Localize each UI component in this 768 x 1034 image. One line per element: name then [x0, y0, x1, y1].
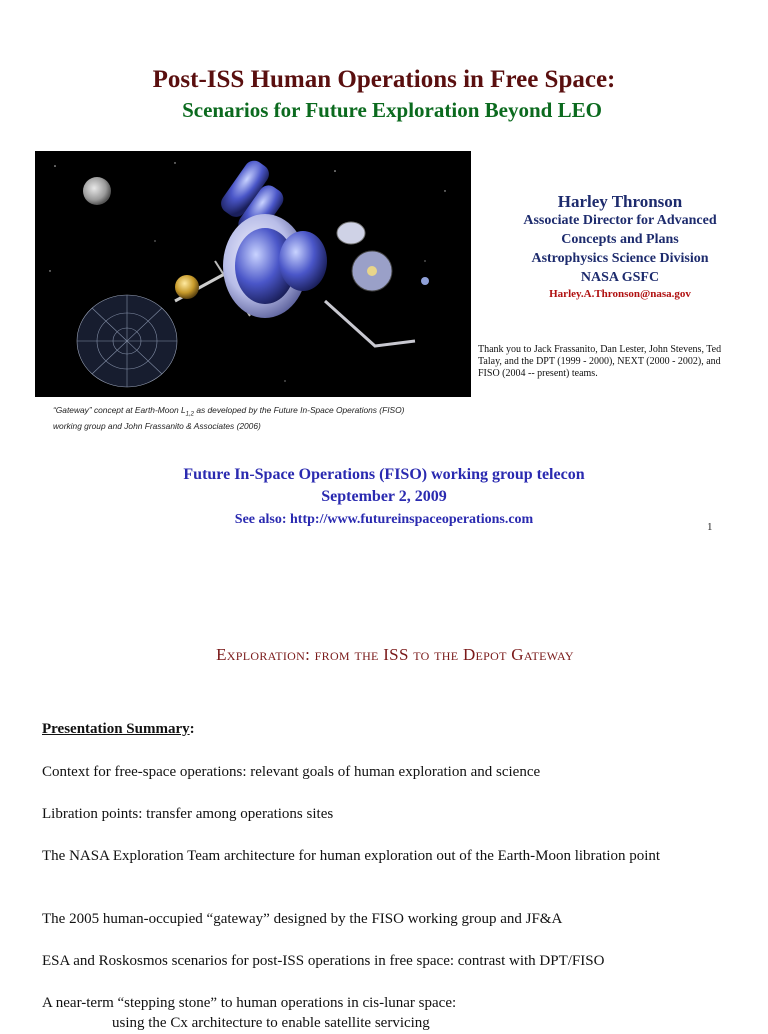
space-station-artwork — [35, 151, 471, 397]
acknowledgement-text: Thank you to Jack Frassanito, Dan Lester, John Stevens, Ted Talay, and the DPT (1999 - 2000), NEXT (2000 - 2002), and FISO (2004 -- present) teams. — [478, 344, 722, 379]
author-name: Harley Thronson — [557, 192, 683, 211]
section-title: Exploration: from the ISS to the Depot Gateway — [216, 645, 574, 664]
summary-item: Libration points: transfer among operations sites — [42, 806, 334, 822]
page-title: Post-ISS Human Operations in Free Space: — [152, 66, 616, 93]
telecon-date: September 2, 2009 — [321, 488, 447, 505]
summary-item: A near-term “stepping stone” to human operations in cis-lunar space: — [42, 995, 457, 1011]
gateway-illustration — [35, 151, 471, 397]
caption-line2-text: working group and John Frassanito & Associates (2006) — [53, 420, 261, 431]
summary-item: The NASA Exploration Team architecture for human exploration out of the Earth-Moon libration point — [42, 848, 661, 864]
caption-line1-text: “Gateway” concept at Earth-Moon L — [53, 405, 186, 415]
summary-item: ESA and Roskosmos scenarios for post-ISS operations in free space: contrast with DPT/FISO — [42, 953, 605, 969]
page-number: 1 — [707, 521, 713, 533]
moon — [83, 177, 111, 205]
caption-subscript: 1,2 — [185, 411, 195, 418]
affiliation-line: NASA GSFC — [580, 270, 660, 285]
summary-heading — [42, 721, 195, 738]
page-subtitle: Scenarios for Future Exploration Beyond LEO — [182, 98, 602, 122]
caption-line1-rest: as developed by the Future In-Space Operations (FISO) — [194, 405, 405, 415]
author-email: Harley.A.Thronson@nasa.gov — [549, 288, 691, 300]
affiliation-line: Concepts and Plans — [561, 232, 679, 247]
summary-item: The 2005 human-occupied “gateway” designed by the FISO working group and JF&A — [42, 911, 563, 927]
affiliation-line: Astrophysics Science Division — [531, 251, 709, 266]
website-link[interactable]: See also: http://www.futureinspaceoperations.com — [234, 512, 534, 527]
summary-item: Context for free-space operations: relevant goals of human exploration and science — [42, 764, 541, 780]
summary-heading-colon: : — [189, 721, 195, 737]
summary-subitem: using the Cx architecture to enable satellite servicing — [112, 1015, 430, 1031]
telecon-line: Future In-Space Operations (FISO) working group telecon — [183, 466, 585, 483]
figure-caption — [53, 405, 453, 432]
affiliation-line: Associate Director for Advanced — [523, 213, 717, 228]
summary-heading-text: Presentation Summary — [42, 721, 190, 737]
